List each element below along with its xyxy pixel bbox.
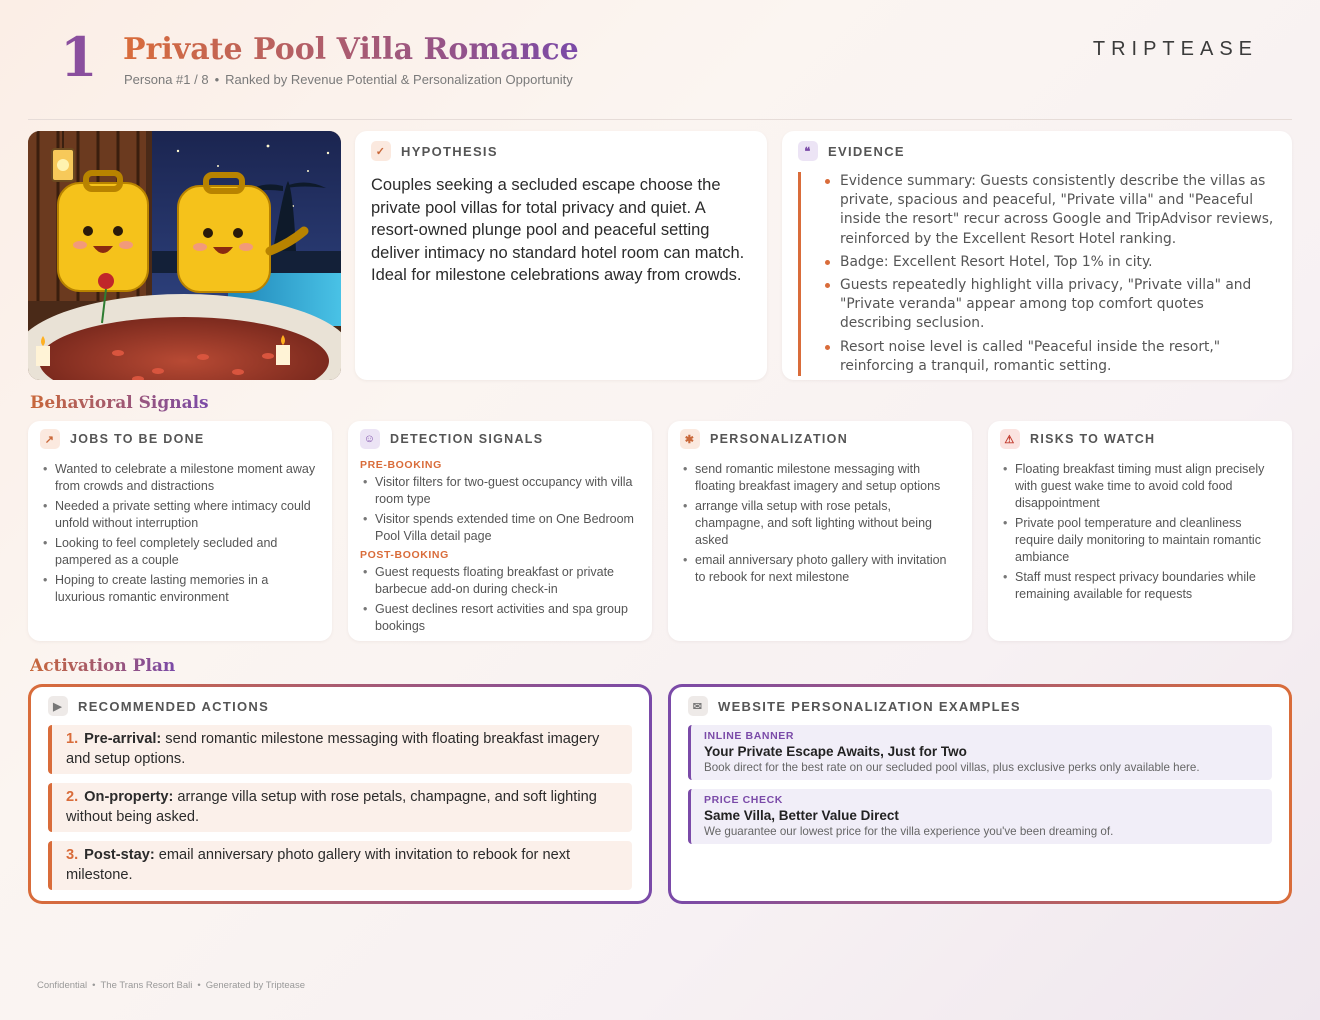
jobs-heading: JOBS TO BE DONE [70, 432, 205, 446]
page-title: Private Pool Villa Romance [123, 32, 579, 67]
post-booking-label: POST-BOOKING [360, 549, 449, 561]
jobs-list [40, 461, 320, 606]
mail-icon: ✉ [688, 696, 708, 716]
smile-icon: ☺ [360, 429, 380, 449]
pre-booking-label: PRE-BOOKING [360, 459, 442, 471]
ranking-note: Ranked by Revenue Potential & Personalization Opportunity [225, 72, 573, 87]
list-item: • Staff must respect privacy boundaries while remaining available for requests [1000, 569, 1280, 603]
risks-card [988, 421, 1292, 641]
footer-generated: Generated by Triptease [205, 980, 305, 991]
action-number: 3. [66, 847, 79, 863]
jobs-header [40, 429, 320, 449]
risks-list [1000, 461, 1280, 603]
persona-label: Persona #1 / 8 [124, 72, 209, 87]
check-icon: ✓ [371, 141, 391, 161]
list-item: • Guest requests floating breakfast or private barbecue add-on during check-in [360, 564, 640, 598]
pre-booking-list [360, 474, 640, 545]
detection-heading: DETECTION SIGNALS [390, 432, 544, 446]
action-text: email anniversary photo gallery with invitation to rebook for next milestone. [66, 847, 571, 883]
action-lead: Post-stay: [84, 847, 155, 863]
action-item [48, 783, 632, 832]
risks-heading: RISKS TO WATCH [1030, 432, 1156, 446]
example-kind: PRICE CHECK [704, 794, 783, 806]
action-lead: Pre-arrival: [84, 731, 162, 747]
header-divider [28, 119, 1292, 120]
evidence-item: Badge: Excellent Resort Hotel, Top 1% in city. [825, 253, 1276, 272]
list-item: • Hoping to create lasting memories in a luxurious romantic environment [40, 572, 320, 606]
post-booking-list [360, 564, 640, 635]
list-item: • Private pool temperature and cleanliness require daily monitoring to maintain romantic ambiance [1000, 515, 1280, 566]
persona-rank-number: 1 [60, 25, 98, 89]
page-subtitle: Persona #1 / 8 • Ranked by Revenue Potential & Personalization Opportunity [124, 72, 573, 87]
footer-confidential: Confidential [37, 980, 88, 991]
personalization-heading: PERSONALIZATION [710, 432, 849, 446]
evidence-heading: EVIDENCE [828, 143, 905, 159]
recommended-actions-card [28, 684, 652, 904]
list-item: • Visitor spends extended time on One Bedroom Pool Villa detail page [360, 511, 640, 545]
detection-signals-card [348, 421, 652, 641]
evidence-item: Resort noise level is called "Peaceful inside the resort," reinforcing a tranquil, romantic setting. [825, 338, 1276, 376]
evidence-header [798, 141, 1276, 161]
personalization-example [688, 789, 1272, 844]
example-body: We guarantee our lowest price for the villa experience you've been dreaming of. [704, 825, 1114, 838]
personalization-header [680, 429, 960, 449]
list-item: • Needed a private setting where intimacy could unfold without interruption [40, 498, 320, 532]
trend-arrow-icon: ↗ [40, 429, 60, 449]
hypothesis-text: Couples seeking a secluded escape choose the private pool villas for total privacy and quiet. A resort-owned plunge pool and peaceful setting deliver intimacy no standard hotel room can match. Ideal for milestone celebrations away from crowds. [371, 176, 745, 284]
example-headline: Same Villa, Better Value Direct [704, 808, 899, 823]
list-item: • send romantic milestone messaging with floating breakfast imagery and setup options [680, 461, 960, 495]
page-footer: Confidential • The Trans Resort Bali • Generated by Triptease [37, 980, 305, 991]
evidence-card [782, 131, 1292, 380]
list-item: • arrange villa setup with rose petals, champagne, and soft lighting without being asked [680, 498, 960, 549]
footer-property: The Trans Resort Bali [100, 980, 193, 991]
hero-illustration [28, 131, 341, 380]
hypothesis-header [371, 141, 751, 161]
behavioral-signals-title: Behavioral Signals [30, 393, 209, 413]
hypothesis-heading: HYPOTHESIS [401, 143, 498, 159]
personalization-example [688, 725, 1272, 780]
list-item: • email anniversary photo gallery with invitation to rebook for next milestone [680, 552, 960, 586]
page-header [0, 0, 1320, 120]
personalization-list [680, 461, 960, 586]
action-item [48, 841, 632, 890]
play-icon: ▶ [48, 696, 68, 716]
evidence-item: Evidence summary: Guests consistently describe the villas as private, spacious and peaceful, "Private villa" and "Peaceful inside the resort" recur across Google and TripAdvisor reviews, reinforced by the Excellent Resort Hotel ranking. [825, 172, 1276, 249]
evidence-body [798, 172, 1276, 376]
action-text: send romantic milestone messaging with floating breakfast imagery and setup options. [66, 731, 600, 767]
example-kind: INLINE BANNER [704, 730, 795, 742]
example-body: Book direct for the best rate on our secluded pool villas, plus exclusive perks only available here. [704, 761, 1200, 774]
website-heading: WEBSITE PERSONALIZATION EXAMPLES [718, 698, 1021, 714]
brand-logo: TRIPTEASE [1092, 38, 1258, 60]
risks-header [1000, 429, 1280, 449]
activation-plan-title: Activation Plan [30, 656, 176, 676]
jobs-to-be-done-card [28, 421, 332, 641]
action-text: arrange villa setup with rose petals, champagne, and soft lighting without being asked. [66, 789, 597, 825]
website-personalization-card [668, 684, 1292, 904]
list-item: • Visitor filters for two-guest occupancy with villa room type [360, 474, 640, 508]
evidence-list [825, 172, 1276, 376]
action-number: 1. [66, 731, 79, 747]
personalization-card [668, 421, 972, 641]
actions-header [48, 696, 632, 716]
action-number: 2. [66, 789, 79, 805]
list-item: • Wanted to celebrate a milestone moment away from crowds and distractions [40, 461, 320, 495]
website-header [688, 696, 1272, 716]
action-lead: On-property: [84, 789, 174, 805]
warning-icon: ⚠ [1000, 429, 1020, 449]
quote-icon: ❝ [798, 141, 818, 161]
example-headline: Your Private Escape Awaits, Just for Two [704, 744, 967, 759]
actions-heading: RECOMMENDED ACTIONS [78, 698, 270, 714]
hypothesis-card [355, 131, 767, 380]
evidence-item: Guests repeatedly highlight villa privacy, "Private villa" and "Private veranda" appear among top comfort quotes describing seclusion. [825, 276, 1276, 334]
list-item: • Guest declines resort activities and spa group bookings [360, 601, 640, 635]
list-item: • Floating breakfast timing must align precisely with guest wake time to avoid cold food disappointment [1000, 461, 1280, 512]
action-item [48, 725, 632, 774]
detection-header [360, 429, 640, 449]
list-item: • Looking to feel completely secluded and pampered as a couple [40, 535, 320, 569]
sparkle-icon: ✱ [680, 429, 700, 449]
